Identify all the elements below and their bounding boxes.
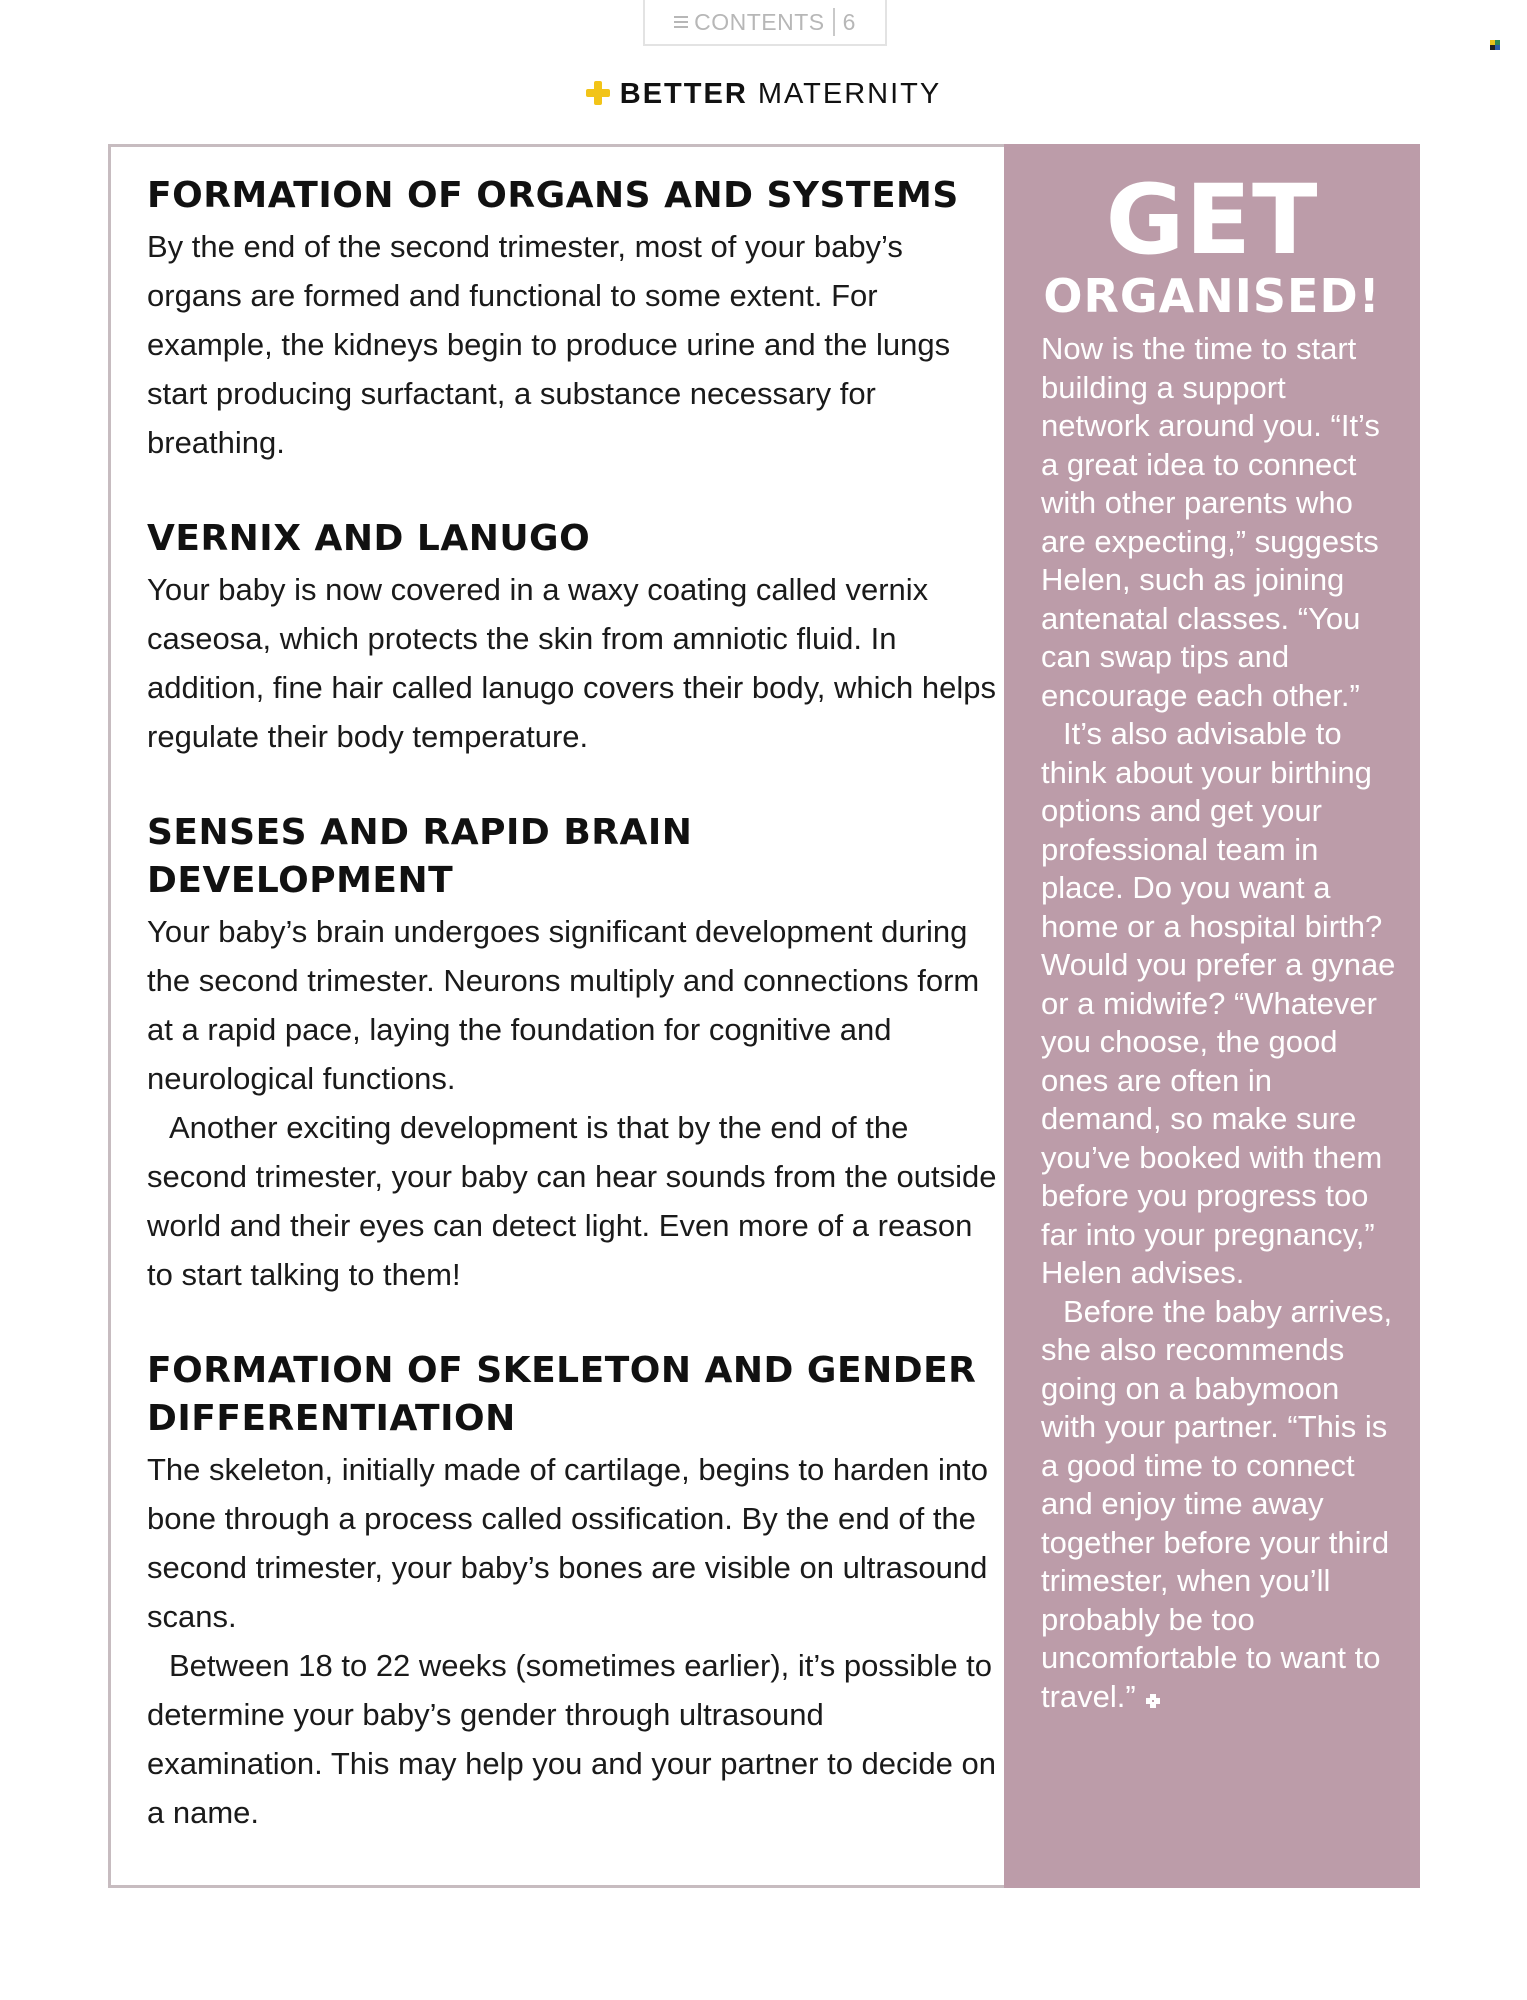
section-label-light: MATERNITY <box>757 78 942 110</box>
corner-mark-icon <box>1490 40 1500 50</box>
contents-label: CONTENTS <box>694 8 825 35</box>
sidebar-get-organised <box>1004 144 1420 1888</box>
section-heading: VERNIX AND LANUGO <box>147 518 591 559</box>
end-mark-icon <box>1146 1694 1160 1708</box>
paragraph: Between 18 to 22 weeks (sometimes earlier), it’s possible to determine your baby’s gender through ultrasound examination. This may help you and your partner to decide on a name. <box>147 1648 996 1830</box>
section-heading: FORMATION OF SKELETON AND GENDER DIFFERENTIATION <box>147 1350 977 1439</box>
section-label-bold: BETTER <box>619 78 748 110</box>
paragraph: Your baby is now covered in a waxy coating called vernix caseosa, which protects the skin from amniotic fluid. In addition, fine hair called lanugo covers their body, which helps regulate their body temperature. <box>147 572 996 754</box>
sidebar-paragraph: Now is the time to start building a support network around you. “It’s a great idea to connect with other parents who are expecting,” suggests Helen, such as joining antenatal classes. “You can swap tips and encourage each other.” <box>1041 331 1380 713</box>
sidebar-paragraph: It’s also advisable to think about your birthing options and get your professional team in place. Do you want a home or a hospital birth? Would you prefer a gynae or a midwife? “Whatever you choose, the good ones are often in demand, so make sure you’ve booked with them before you progress too far into your pregnancy,” Helen advises. <box>1041 716 1396 1290</box>
sidebar-title-get: GET <box>1105 164 1319 276</box>
paragraph: By the end of the second trimester, most of your baby’s organs are formed and functional to some extent. For example, the kidneys begin to produce urine and the lungs start producing surfactant, a substance necessary for breathing. <box>147 229 951 460</box>
sidebar-paragraph-last <box>1041 1293 1398 1717</box>
sidebar-title-organised: ORGANISED! <box>1043 269 1381 323</box>
section-senses <box>147 809 997 1299</box>
divider <box>833 8 835 36</box>
article-body <box>147 172 997 1885</box>
section-skeleton <box>147 1347 997 1837</box>
section-organs <box>147 172 997 467</box>
section-label <box>0 78 1527 111</box>
section-vernix <box>147 515 997 761</box>
menu-icon <box>674 13 688 31</box>
section-heading: SENSES AND RAPID BRAIN DEVELOPMENT <box>147 812 693 901</box>
sidebar-text <box>1004 322 1420 1716</box>
plus-icon <box>586 81 610 105</box>
paragraph: Your baby’s brain undergoes significant development during the second trimester. Neurons multiply and connections form at a rapid pace, laying the foundation for cognitive and neurological functions. <box>147 914 980 1096</box>
paragraph: The skeleton, initially made of cartilage, begins to harden into bone through a process called ossification. By the end of the second trimester, your baby’s bones are visible on ultrasound scans. <box>147 1452 988 1634</box>
section-heading: FORMATION OF ORGANS AND SYSTEMS <box>147 175 959 216</box>
contents-button[interactable] <box>643 0 887 46</box>
sidebar-paragraph-text: Before the baby arrives, she also recommends going on a babymoon with your partner. “This is a good time to connect and enjoy time away together before your third trimester, when you’ll probably be too uncomfortable to want to travel.” <box>1041 1293 1393 1714</box>
page-number: 6 <box>842 8 856 35</box>
paragraph: Another exciting development is that by the end of the second trimester, your baby can hear sounds from the outside world and their eyes can detect light. Even more of a reason to start talking to them! <box>147 1110 997 1292</box>
